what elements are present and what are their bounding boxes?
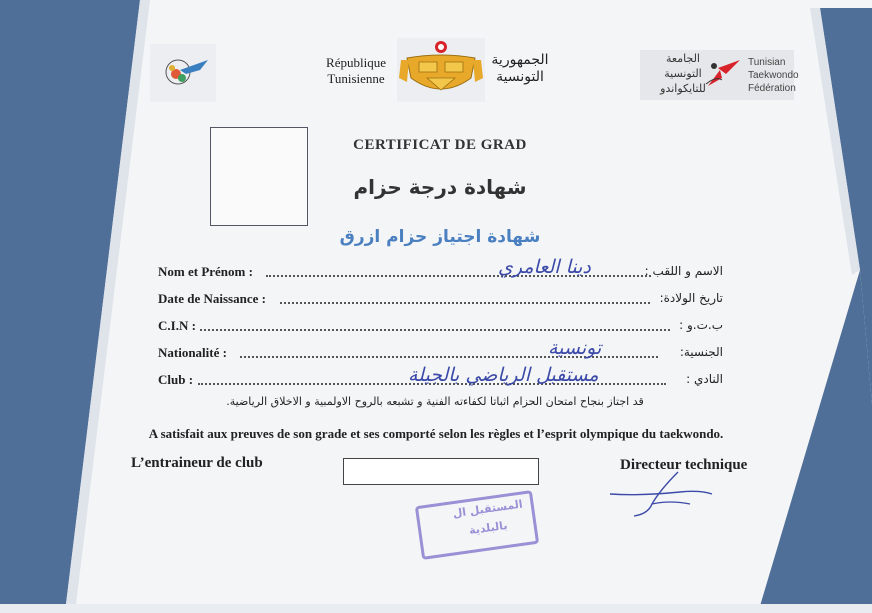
field-row-birthdate bbox=[158, 291, 723, 311]
federation-en-line1: Tunisian bbox=[748, 57, 786, 68]
stamp-line1: المستقبل ال bbox=[451, 497, 524, 521]
field-label-ar: الاسم و اللقب : bbox=[644, 264, 723, 278]
republic-ar-line1: الجمهورية bbox=[491, 52, 549, 68]
federation-ar-line1: الجامعة bbox=[666, 52, 700, 65]
republic-ar-line2: التونسية bbox=[496, 69, 544, 85]
certificate-subtitle-ar: شهادة اجتياز حزام ازرق bbox=[339, 227, 541, 247]
director-handwritten-signature bbox=[600, 470, 720, 520]
federation-kicker-icon bbox=[700, 56, 744, 92]
federation-en-line2: Taekwondo bbox=[748, 70, 799, 81]
tunisia-coat-of-arms-emblem bbox=[397, 38, 485, 102]
dotted-line bbox=[266, 275, 651, 277]
field-label-fr: C.I.N : bbox=[158, 318, 196, 333]
federation-ar-line3: للتايكواندو bbox=[660, 82, 706, 95]
federation-ar-line2: التونسية bbox=[664, 67, 702, 80]
field-value-handwritten: تونسية bbox=[548, 337, 602, 359]
field-row-cin bbox=[158, 318, 723, 338]
coach-signature-box bbox=[343, 458, 539, 485]
federation-en-line3: Fédération bbox=[748, 83, 796, 94]
field-label-ar: النادي : bbox=[686, 372, 723, 386]
world-taekwondo-logo bbox=[150, 44, 216, 102]
field-label-ar: تاريخ الولادة: bbox=[659, 291, 723, 305]
field-label-fr: Club : bbox=[158, 372, 194, 387]
field-row-club bbox=[158, 364, 723, 392]
republic-fr-line2: Tunisienne bbox=[327, 71, 385, 86]
dotted-line bbox=[280, 302, 650, 304]
field-label-fr: Nationalité : bbox=[158, 345, 227, 360]
statement-fr: A satisfait aux preuves de son grade et ses comporté selon les règles et l’esprit olympique du taekwondo. bbox=[148, 426, 724, 441]
director-signature-label: Directeur technique bbox=[620, 457, 748, 473]
photo-placeholder bbox=[210, 127, 308, 226]
coach-signature-label: L’entraineur de club bbox=[131, 455, 263, 471]
republic-name-fr bbox=[316, 55, 396, 87]
republic-name-ar bbox=[478, 52, 562, 86]
field-row-name bbox=[158, 256, 723, 284]
statement-ar: قد اجتاز بنجاح امتحان الحزام اثباتا لكفاءته الفنية و تشبعه بالروح الاولمبية و الاخلاق الرياضية. bbox=[226, 395, 644, 408]
field-value-handwritten: مستقبل الرياضي بالجيلة bbox=[408, 364, 599, 386]
field-label-ar: ب.ت.و : bbox=[679, 318, 723, 332]
dotted-line bbox=[200, 329, 670, 331]
field-label-ar: الجنسية: bbox=[679, 345, 723, 359]
federation-name-en bbox=[748, 56, 808, 95]
certificate-title-ar: شهادة درجة حزام bbox=[353, 175, 527, 199]
republic-fr-line1: République bbox=[326, 55, 386, 70]
field-row-nationality bbox=[158, 337, 723, 365]
certificate-title-fr: CERTIFICAT DE GRAD bbox=[353, 137, 527, 153]
field-value-handwritten: دينا العامري bbox=[498, 256, 591, 278]
field-label-fr: Nom et Prénom : bbox=[158, 264, 253, 279]
stamp-line2: بالبلدية bbox=[468, 518, 509, 538]
field-label-fr: Date de Naissance : bbox=[158, 291, 266, 306]
